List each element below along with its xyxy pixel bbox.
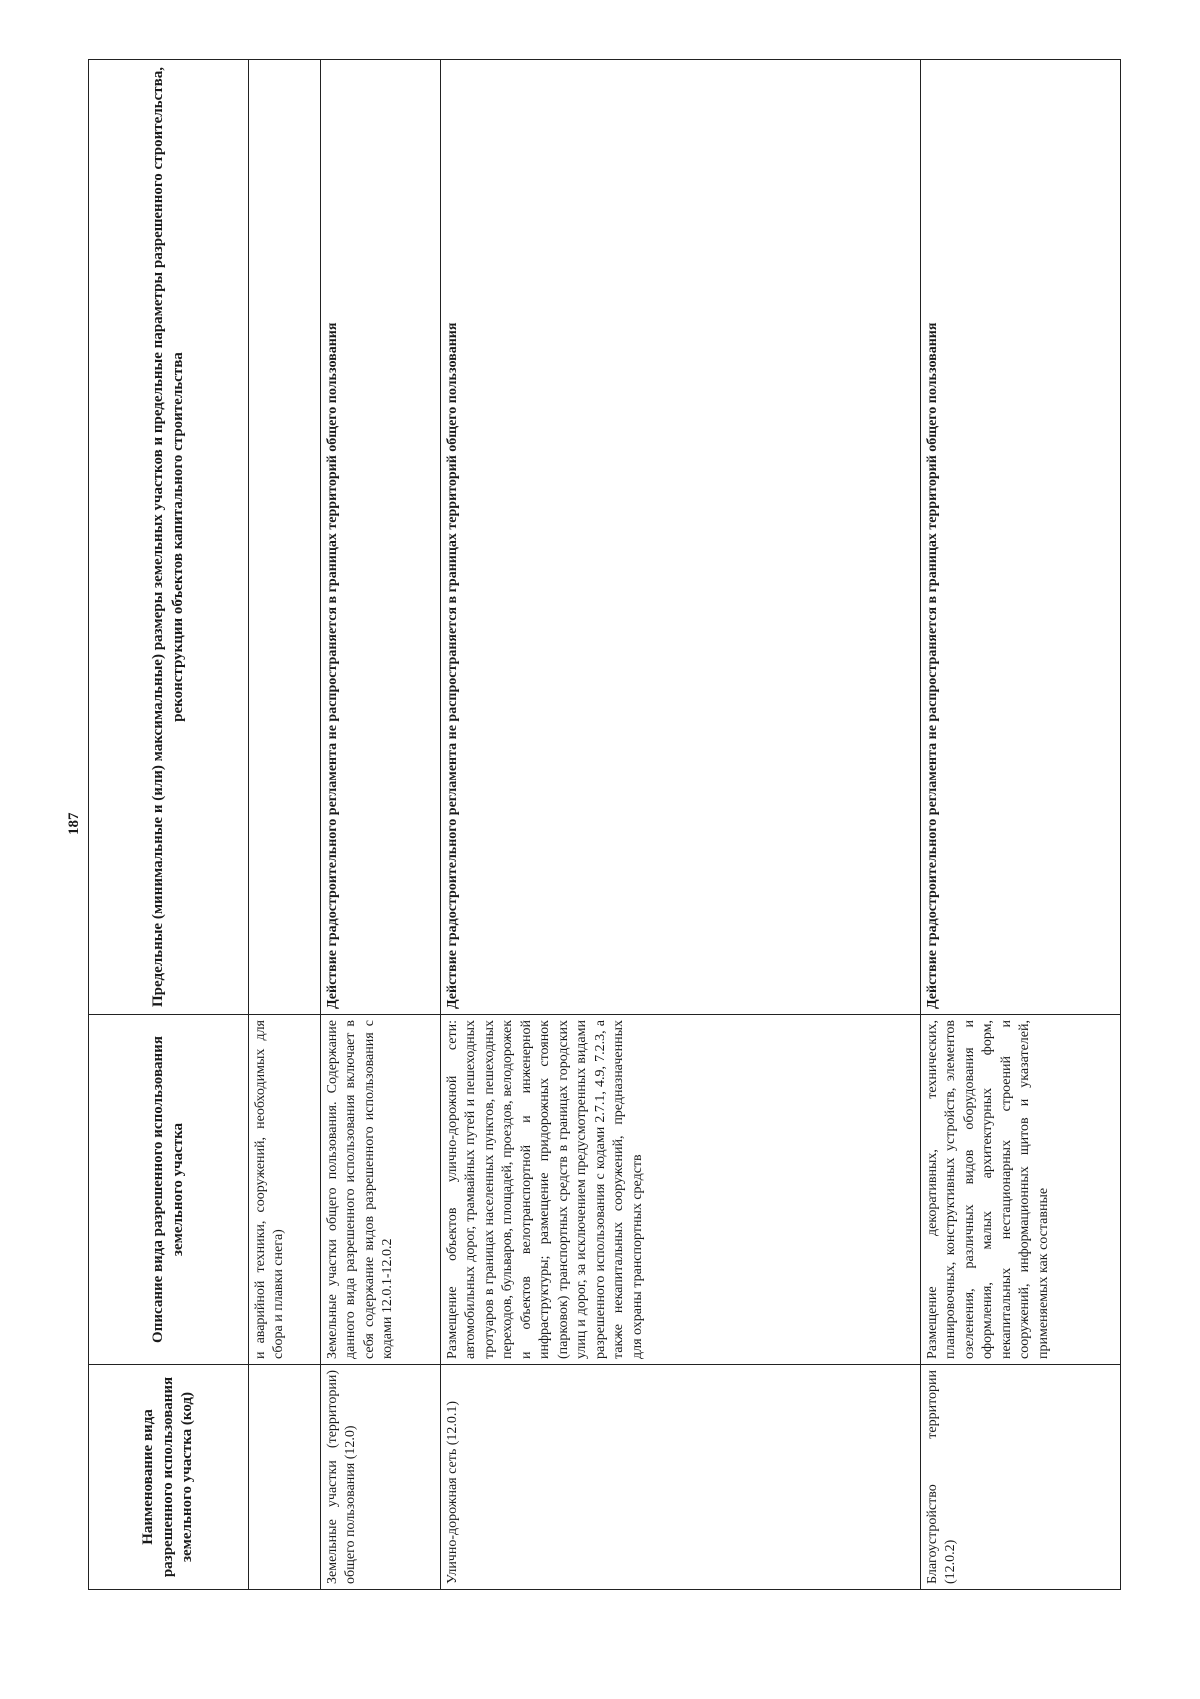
cell-params: Действие градостроительного регламента не распространяется в границах территорий общего пользования [441,60,921,1015]
page-number: 187 [66,812,82,835]
table-row [249,60,321,1590]
cell-name [249,1365,321,1590]
table-row [321,60,441,1590]
cell-params: Действие градостроительного регламента не распространяется в границах территорий общего пользования [321,60,441,1015]
cell-description: и аварийной техники, сооружений, необходимых для сбора и плавки снега) [249,1015,321,1365]
table-row [441,60,921,1590]
table-row [921,60,1121,1590]
header-description: Описание вида разрешенного использования земельного участка [89,1015,249,1365]
cell-name: Улично-дорожная сеть (12.0.1) [441,1365,921,1590]
regulation-table [88,59,1121,1590]
rotated-page [58,60,1158,1590]
header-name: Наименование вида разрешенного использования земельного участка (код) [89,1365,249,1590]
cell-name: Благоустройство территории (12.0.2) [921,1365,1121,1590]
cell-description: Земельные участки общего пользования. Содержание данного вида разрешенного использования включает в себя содержание видов разрешенного использования с кодами 12.0.1-12.0.2 [321,1015,441,1365]
cell-name: Земельные участки (территории) общего пользования (12.0) [321,1365,441,1590]
header-params: Предельные (минимальные и (или) максимальные) размеры земельных участков и предельные параметры разрешенного строительства, реконструкции объектов капитального строительства [89,60,249,1015]
cell-params: Действие градостроительного регламента не распространяется в границах территорий общего пользования [921,60,1121,1015]
table-body [249,60,1121,1590]
cell-params [249,60,321,1015]
header-row [89,60,249,1590]
table-header [89,60,249,1590]
cell-description: Размещение объектов улично-дорожной сети: автомобильных дорог, трамвайных путей и пешеходных тротуаров в границах населенных пунктов, пешеходных переходов, бульваров, площадей, проездов, велодорожек и объектов велотранспортной и инженерной инфраструктуры; размещение придорожных стоянок (парковок) транспортных средств в границах городских улиц и дорог, за исключением предусмотренных видами разрешенного использования с кодами 2.7.1, 4.9, 7.2.3, а также некапитальных сооружений, предназначенных для охраны транспортных средств [441,1015,921,1365]
cell-description: Размещение декоративных, технических, планировочных, конструктивных устройств, элементов озеленения, различных видов оборудования и оформления, малых архитектурных форм, некапитальных нестационарных строений и сооружений, информационных щитов и указателей, применяемых как составные [921,1015,1121,1365]
